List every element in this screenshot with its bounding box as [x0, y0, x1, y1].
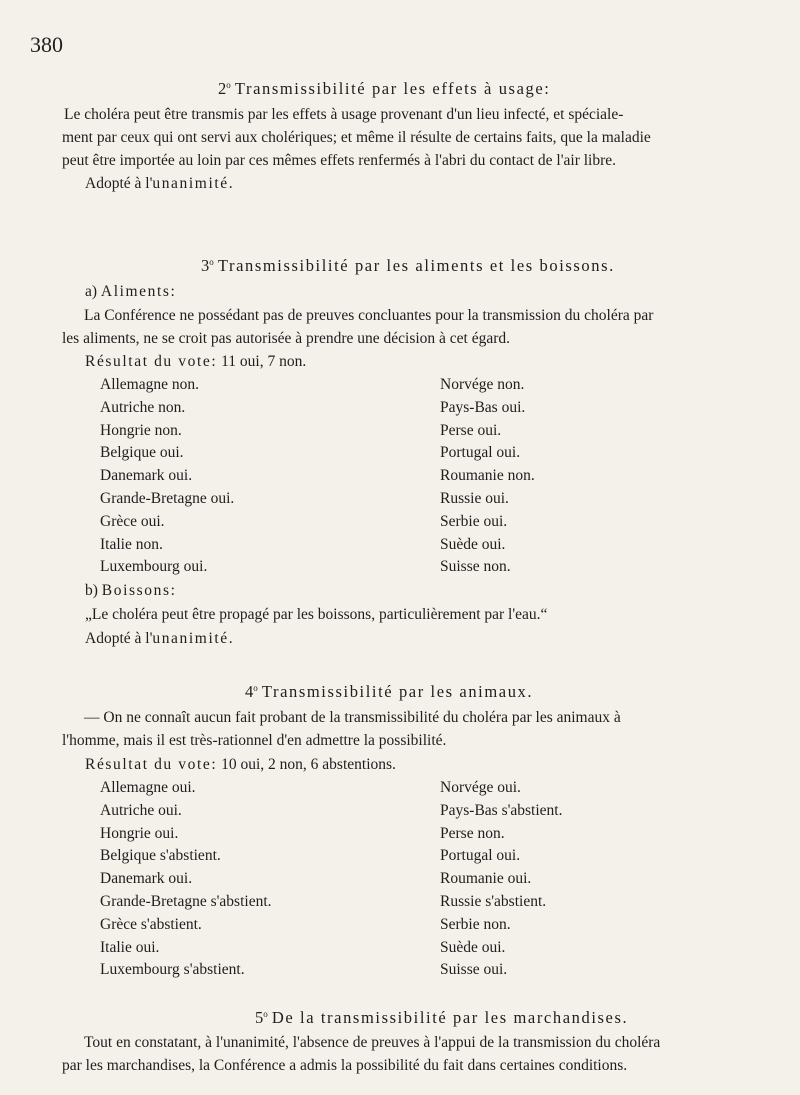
section-5-heading: De la transmissibilité par les marchandises.: [271, 1008, 629, 1027]
vote-entry: Russie s'abstient.: [440, 892, 547, 910]
paragraph-line: Le choléra peut être transmis par les effets à usage provenant d'un lieu infecté, et spéciale-: [64, 106, 624, 123]
section-2-number: 2: [218, 79, 227, 98]
vote-entry: Serbie oui.: [440, 512, 508, 530]
paragraph-line: — On ne connaît aucun fait probant de la transmissibilité du choléra par les animaux à: [84, 709, 621, 726]
section-2-paragraph: [62, 103, 768, 172]
vote-entry: Serbie non.: [440, 915, 511, 933]
paragraph-line: La Conférence ne possédant pas de preuves concluantes pour la transmission du choléra par: [84, 307, 654, 324]
vote-entry: Pays-Bas oui.: [440, 398, 526, 416]
section-3-adopted: Adopté à l'unanimité.: [85, 630, 235, 647]
section-4-number: 4: [245, 682, 254, 701]
vote-entry: Grande-Bretagne s'abstient.: [100, 892, 272, 910]
vote-entry: Suède oui.: [440, 535, 506, 553]
vote-entry: Belgique s'abstient.: [100, 847, 221, 865]
section-4-title: [245, 677, 533, 703]
section-2-title: [218, 74, 550, 100]
vote-entry: Suisse oui.: [440, 961, 508, 979]
paragraph-line: par les marchandises, la Conférence a admis la possibilité du fait dans certaines conditions.: [62, 1057, 628, 1074]
vote-entry: Roumanie non.: [440, 467, 535, 485]
vote-entry: Autriche oui.: [100, 801, 182, 819]
section-4-heading: Transmissibilité par les animaux.: [261, 682, 534, 701]
vote-entry: Allemagne non.: [100, 376, 200, 393]
subsection-b-quote: „Le choléra peut être propagé par les boissons, particulièrement par l'eau.“: [85, 606, 548, 623]
section-3-result: Résultat du vote: 11 oui, 7 non.: [85, 353, 307, 370]
vote-entry: Belgique oui.: [100, 444, 184, 462]
vote-entry: Norvége oui.: [440, 779, 521, 796]
section-2-adopted: Adopté à l'unanimité.: [85, 175, 235, 192]
vote-entry: Italie non.: [100, 535, 163, 553]
unanimite-word: unanimité.: [152, 175, 235, 192]
unanimite-word: unanimité.: [152, 630, 235, 647]
vote-entry: Suisse non.: [440, 558, 511, 576]
vote-entry: Suède oui.: [440, 938, 506, 956]
section-3-heading: Transmissibilité par les aliments et les boissons.: [217, 256, 615, 275]
section-5-number: 5: [255, 1008, 264, 1027]
vote-entry: Pays-Bas s'abstient.: [440, 801, 563, 819]
vote-entry: Portugal oui.: [440, 847, 521, 865]
vote-entry: Perse non.: [440, 824, 505, 842]
section-4-ordinal: o: [253, 683, 258, 693]
page-number: 380: [30, 32, 63, 57]
section-3-title: [201, 251, 615, 277]
section-3-paragraph: [62, 304, 768, 350]
section-5-title: [255, 1003, 628, 1029]
section-3-votes-right: [440, 374, 535, 579]
section-5-paragraph: [62, 1031, 777, 1077]
section-2-heading: Transmissibilité par les effets à usage:: [234, 79, 551, 98]
section-3-ordinal: o: [209, 257, 214, 267]
vote-entry: Italie oui.: [100, 938, 160, 956]
vote-entry: Hongrie non.: [100, 421, 182, 439]
vote-entry: Russie oui.: [440, 489, 509, 507]
vote-entry: Grèce s'abstient.: [100, 915, 202, 933]
section-2-ordinal: o: [226, 80, 231, 90]
vote-entry: Roumanie oui.: [440, 870, 532, 888]
vote-entry: Luxembourg s'abstient.: [100, 961, 245, 979]
vote-entry: Danemark oui.: [100, 467, 193, 485]
vote-entry: Grèce oui.: [100, 512, 165, 530]
paragraph-line: ment par ceux qui ont servi aux cholériques; et même il résulte de certains faits, que la maladie: [62, 129, 651, 146]
subsection-a-title: a) Aliments:: [85, 283, 177, 300]
vote-entry: Autriche non.: [100, 398, 186, 416]
section-4-result: Résultat du vote: 10 oui, 2 non, 6 abstentions.: [85, 756, 396, 773]
paragraph-line: l'homme, mais il est très-rationnel d'en admettre la possibilité.: [62, 732, 447, 749]
paragraph-line: Tout en constatant, à l'unanimité, l'absence de preuves à l'appui de la transmission du choléra: [84, 1034, 661, 1051]
paragraph-line: les aliments, ne se croit pas autorisée à prendre une décision à cet égard.: [62, 330, 511, 347]
section-3-votes-left: [100, 374, 234, 579]
vote-entry: Hongrie oui.: [100, 824, 179, 842]
vote-entry: Portugal oui.: [440, 444, 521, 462]
section-3-number: 3: [201, 256, 210, 275]
vote-entry: Grande-Bretagne oui.: [100, 489, 235, 507]
section-4-paragraph: [62, 706, 768, 752]
vote-entry: Perse oui.: [440, 421, 502, 439]
section-5-ordinal: o: [263, 1009, 268, 1019]
section-4-votes-right: [440, 777, 562, 982]
section-4-votes-left: [100, 777, 272, 982]
vote-entry: Allemagne oui.: [100, 779, 196, 796]
paragraph-line: peut être importée au loin par ces mêmes effets renfermés à l'abri du contact de l'air libre.: [62, 152, 617, 169]
subsection-b-title: b) Boissons:: [85, 582, 177, 599]
vote-entry: Luxembourg oui.: [100, 558, 208, 576]
vote-entry: Danemark oui.: [100, 870, 193, 888]
vote-entry: Norvége non.: [440, 376, 525, 393]
